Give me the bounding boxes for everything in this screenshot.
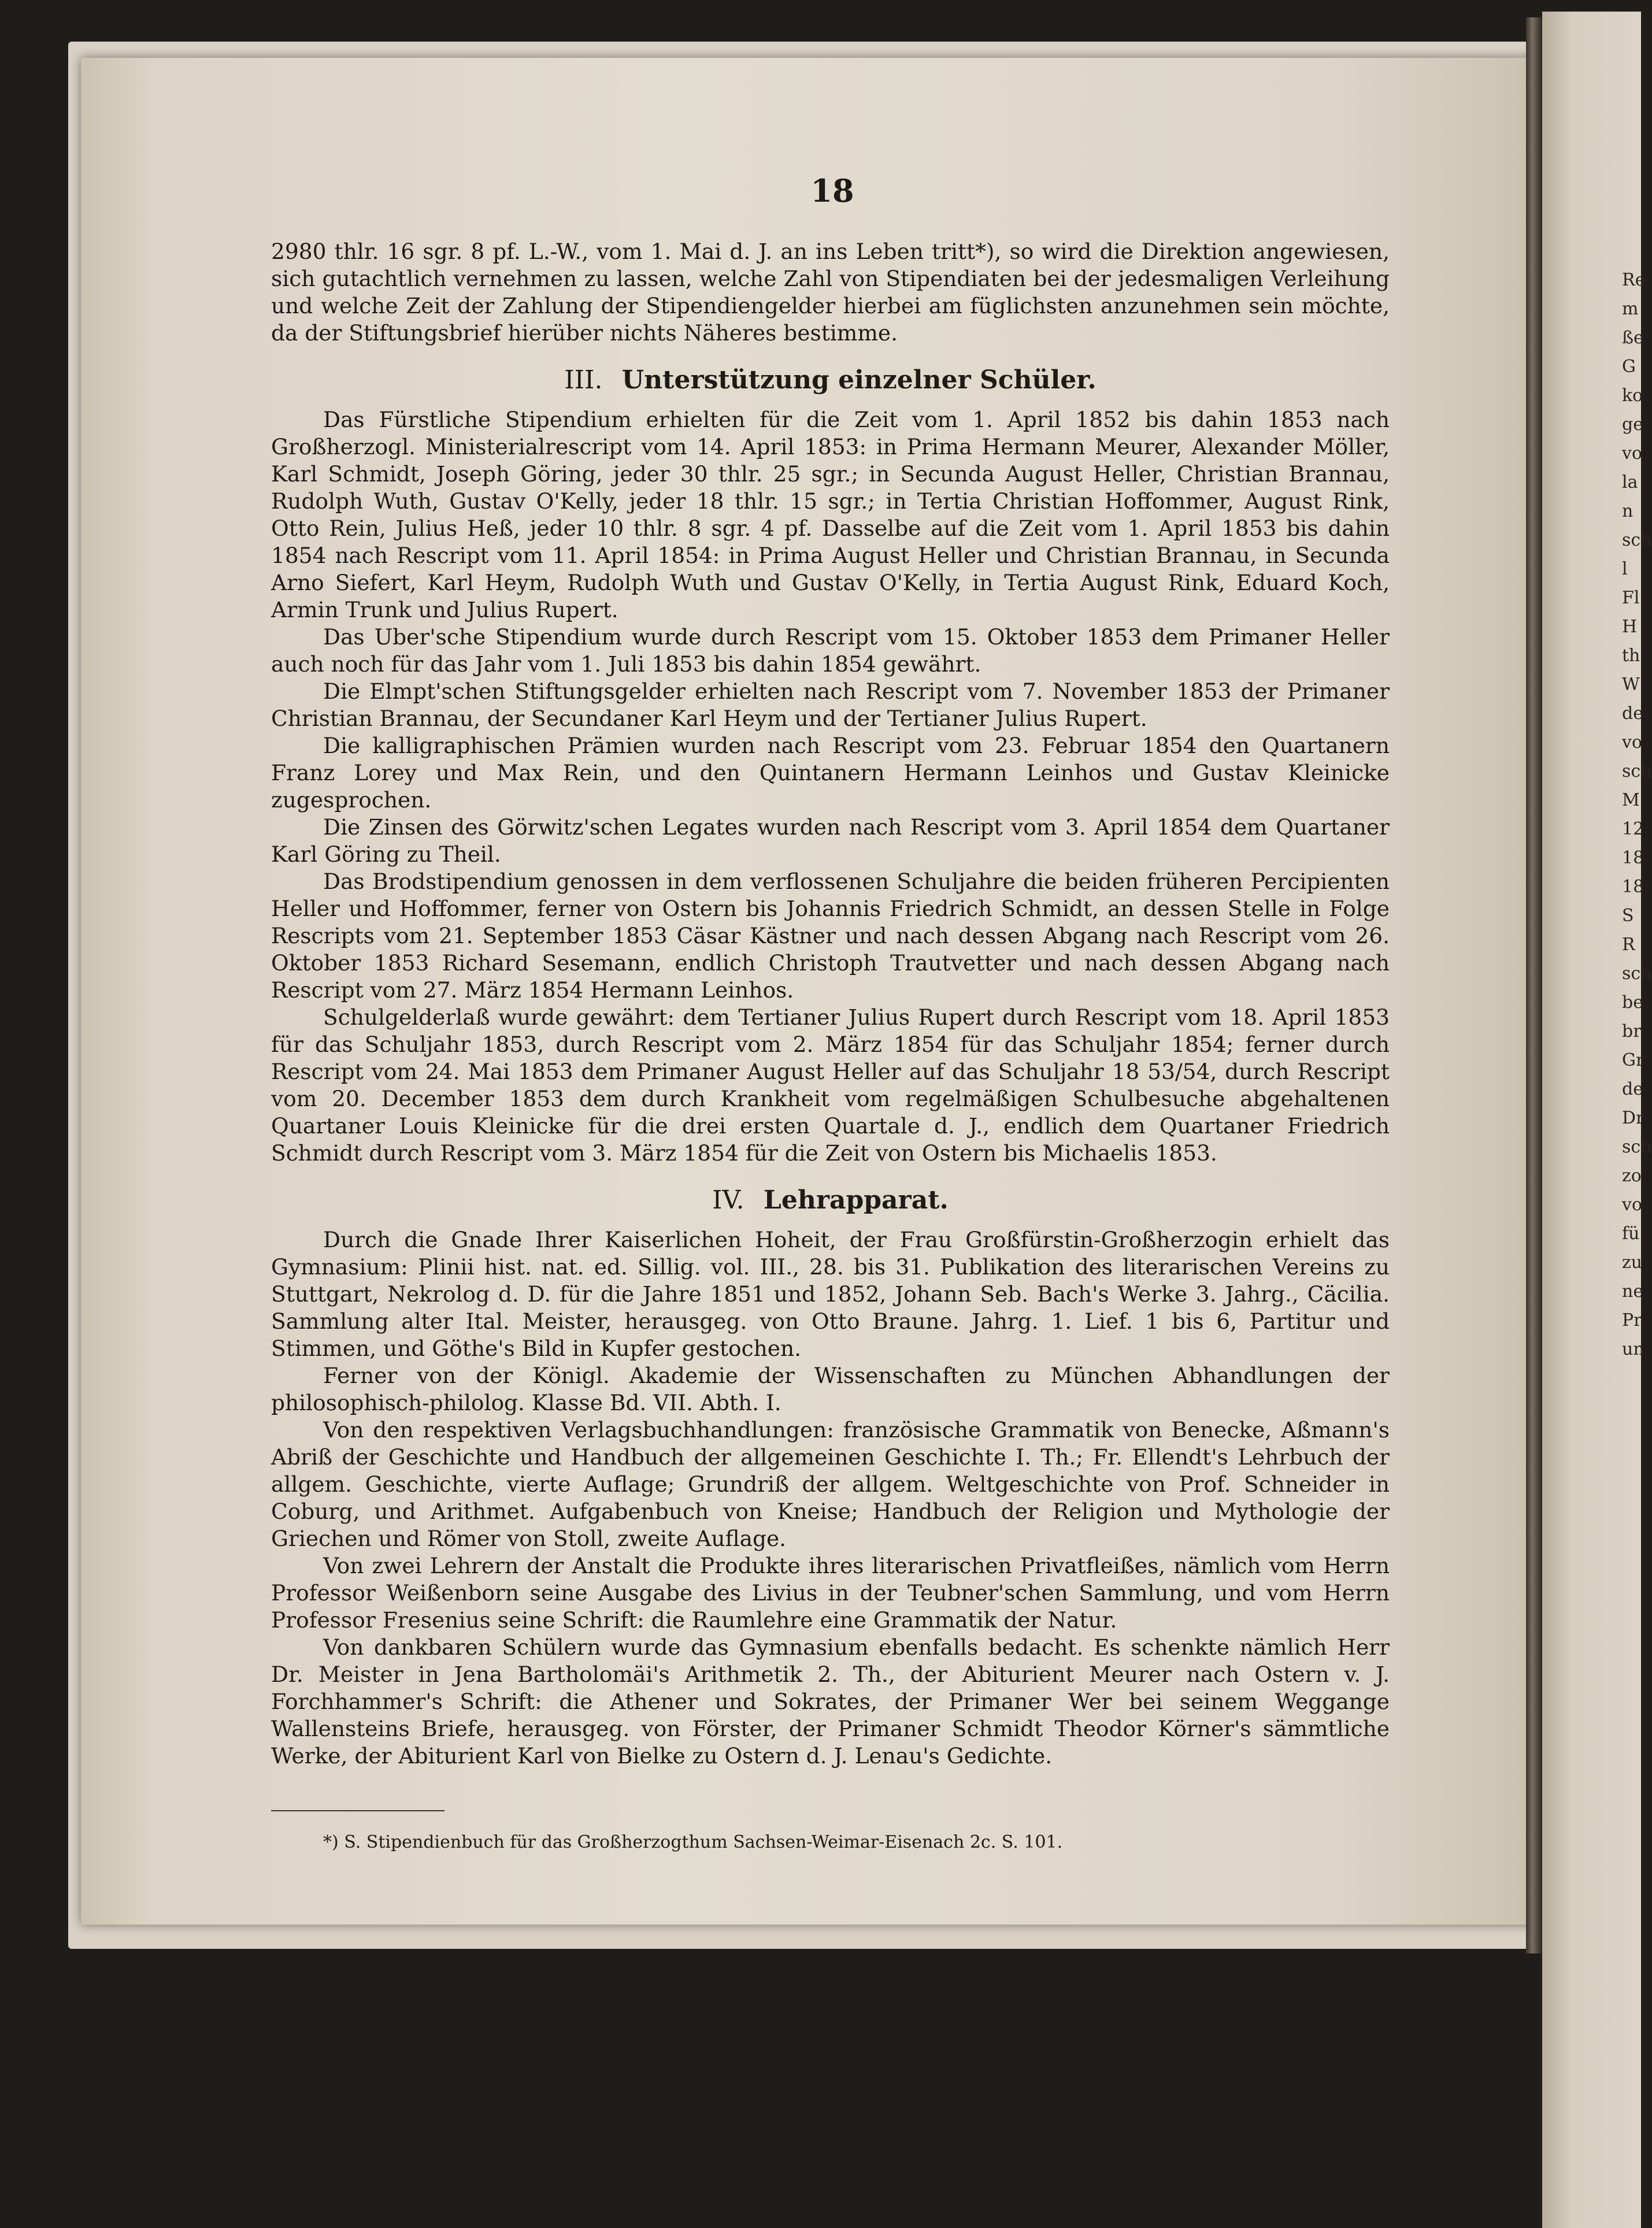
next-page-fragment: sch	[1622, 1137, 1652, 1157]
next-page-fragment: ge	[1622, 414, 1643, 435]
section-3-heading	[271, 366, 1390, 394]
next-page-fragment: 18	[1622, 848, 1644, 868]
next-page-fragment: zu	[1622, 1252, 1643, 1273]
section-4-numeral: IV.	[712, 1185, 744, 1215]
next-page-fragment: zo	[1622, 1166, 1642, 1186]
paragraph: Ferner von der Königl. Akademie der Wissenschaften zu München Abhandlungen der philosophisch-philolog. Klasse Bd. VII. Abth. I.	[271, 1363, 1390, 1415]
next-page-fragment: n	[1622, 501, 1634, 521]
next-page-fragment: vo	[1622, 732, 1643, 752]
footnote: *) S. Stipendienbuch für das Großherzogthum Sachsen-Weimar-Eisenach 2c. S. 101.	[323, 1832, 1063, 1852]
page-content	[271, 173, 1390, 1854]
next-page-fragment: ne	[1622, 1281, 1644, 1302]
next-page-edge	[1542, 12, 1652, 2228]
paragraph: Die Zinsen des Görwitz'schen Legates wurden nach Rescript vom 3. April 1854 dem Quartaner Karl Göring zu Theil.	[271, 814, 1390, 867]
next-page-fragment: Dr	[1622, 1108, 1644, 1128]
paragraph: Durch die Gnade Ihrer Kaiserlichen Hoheit, der Frau Großfürstin-Großherzogin erhielt das Gymnasium: Plinii hist. nat. ed. Sillig. vol. III., 28. bis 31. Publikation des literarischen Vereins zu Stuttgart, Nekrolog d. D. für die Jahre 1851 und 1852, Johann Seb. Bach's Werke 3. Jahrg., Cäcilia. Sammlung alter Ital. Meister, herausgeg. von Otto Braune. Jahrg. 1. Lief. 1 bis 6, Partitur und Stimmen, und Göthe's Bild in Kupfer gestochen.	[271, 1227, 1390, 1361]
next-page-fragment: de	[1622, 1079, 1643, 1099]
next-page-fragment: th	[1622, 646, 1640, 666]
next-page-fragment: W	[1622, 674, 1640, 695]
next-page-fragment: H	[1622, 617, 1638, 637]
paragraph: Die Elmpt'schen Stiftungsgelder erhielten nach Rescript vom 7. November 1853 der Primaner Christian Brannau, der Secundaner Karl Heym und der Tertianer Julius Rupert.	[271, 679, 1390, 731]
next-page-fragment: sch	[1622, 963, 1652, 984]
next-page-fragment: Fl	[1622, 588, 1640, 608]
next-page-fragment: Pr	[1622, 1310, 1642, 1330]
next-page-fragment: fü	[1622, 1224, 1640, 1244]
next-page-fragment: un	[1622, 1339, 1644, 1359]
section-3-body	[271, 406, 1390, 1167]
footnote-rule	[271, 1810, 445, 1811]
paragraph: Das Fürstliche Stipendium erhielten für die Zeit vom 1. April 1852 bis dahin 1853 nach Großherzogl. Ministerialrescript vom 14. April 1853: in Prima Hermann Meurer, Alexander Möller, Karl Schmidt, Joseph Göring, jeder 30 thlr. 25 sgr.; in Secunda August Heller, Christian Brannau, Rudolph Wuth, Gustav O'Kelly, jeder 18 thlr. 15 sgr.; in Tertia Christian Hoffommer, August Rink, Otto Rein, Julius Heß, jeder 10 thlr. 8 sgr. 4 pf. Dasselbe auf die Zeit vom 1. April 1853 bis dahin 1854 nach Rescript vom 11. April 1854: in Prima August Heller und Christian Brannau, in Secunda Arno Siefert, Karl Heym, Rudolph Wuth und Gustav O'Kelly, in Tertia August Rink, Eduard Koch, Armin Trunk und Julius Rupert.	[271, 407, 1390, 622]
next-page-fragment: S	[1622, 906, 1634, 926]
next-page-fragment: ko	[1622, 385, 1643, 406]
next-page-fragment: sch	[1622, 761, 1652, 781]
next-page-fragment: Gr	[1622, 1050, 1644, 1070]
next-page-fragment: 12	[1622, 819, 1644, 839]
section-3-title: Unterstützung einzelner Schüler.	[621, 365, 1097, 395]
next-page-fragment: be	[1622, 992, 1643, 1013]
paragraph: Von den respektiven Verlagsbuchhandlungen: französische Grammatik von Benecke, Aßmann's Abriß der Geschichte und Handbuch der allgemeinen Geschichte I. Th.; Fr. Ellendt's Lehrbuch der allgem. Geschichte, vierte Auflage; Grundriß der allgem. Weltgeschichte von Prof. Schneider in Coburg, und Arithmet. Aufgabenbuch von Kneise; Handbuch der Religion und Mythologie der Griechen und Römer von Stoll, zweite Auflage.	[271, 1417, 1390, 1551]
next-page-fragment: la	[1622, 472, 1638, 492]
next-page-fragment: l	[1622, 559, 1628, 579]
next-page-fragment: R	[1622, 935, 1635, 955]
page-number: 18	[810, 172, 854, 209]
paragraph: Das Brodstipendium genossen in dem verflossenen Schuljahre die beiden früheren Percipienten Heller und Hoffommer, ferner von Ostern bis Johannis Friedrich Schmidt, an dessen Stelle in Folge Rescripts vom 21. September 1853 Cäsar Kästner und nach dessen Abgang nach Rescript vom 26. Oktober 1853 Richard Sesemann, endlich Christoph Trautvetter und nach dessen Abgang nach Rescript vom 27. März 1854 Hermann Leinhos.	[271, 869, 1390, 1003]
next-page-fragment: 18	[1622, 877, 1644, 897]
paragraph: Von zwei Lehrern der Anstalt die Produkte ihres literarischen Privatfleißes, nämlich vom Herrn Professor Weißenborn seine Ausgabe des Livius in der Teubner'schen Sammlung, und vom Herrn Professor Fresenius seine Schrift: die Raumlehre eine Grammatik der Natur.	[271, 1553, 1390, 1633]
next-page-fragment: m	[1622, 299, 1639, 319]
section-4-body	[271, 1226, 1390, 1770]
next-page-fragment: G	[1622, 357, 1636, 377]
paragraph: Schulgelderlaß wurde gewährt: dem Tertianer Julius Rupert durch Rescript vom 18. April 1853 für das Schuljahr 1853, durch Rescript vom 2. März 1854 für das Schuljahr 1854; ferner durch Rescript vom 24. Mai 1853 dem Primaner August Heller auf das Schuljahr 18 53/54, durch Rescript vom 20. December 1853 dem durch Krankheit vom regelmäßigen Schulbesuche abgehaltenen Quartaner Louis Kleinicke für die drei ersten Quartale d. J., endlich dem Quartaner Friedrich Schmidt durch Rescript vom 3. März 1854 für die Zeit von Ostern bis Michaelis 1853.	[271, 1004, 1390, 1166]
next-page-fragment: Re	[1622, 270, 1646, 290]
paragraph: Von dankbaren Schülern wurde das Gymnasium ebenfalls bedacht. Es schenkte nämlich Herr Dr. Meister in Jena Bartholomäi's Arithmetik 2. Th., der Abiturient Meurer nach Ostern v. J. Forchhammer's Schrift: die Athener und Sokrates, der Primaner Wer bei seinem Weggange Wallensteins Briefe, herausgeg. von Förster, der Primaner Schmidt Theodor Körner's sämmtliche Werke, der Abiturient Karl von Bielke zu Ostern d. J. Lenau's Gedichte.	[271, 1634, 1390, 1769]
section-4-title: Lehrapparat.	[763, 1185, 949, 1215]
section-4-heading	[271, 1187, 1390, 1214]
book-gutter	[1526, 17, 1542, 1953]
next-page-fragment: M	[1622, 790, 1640, 810]
paragraph: Die kalligraphischen Prämien wurden nach Rescript vom 23. Februar 1854 den Quartanern Franz Lorey und Max Rein, und den Quintanern Hermann Leinhos und Gustav Kleinicke zugesprochen.	[271, 733, 1390, 813]
intro-paragraph: 2980 thlr. 16 sgr. 8 pf. L.-W., vom 1. Mai d. J. an ins Leben tritt*), so wird die Direktion angewiesen, sich gutachtlich vernehmen zu lassen, welche Zahl von Stipendiaten bei der jedesmaligen Verleihung und welche Zeit der Zahlung der Stipendiengelder hierbei am füglichsten anzunehmen sein möchte, da der Stiftungsbrief hierüber nichts Näheres bestimme.	[271, 239, 1390, 346]
next-page-fragment: de	[1622, 703, 1643, 724]
section-3-numeral: III.	[564, 365, 603, 395]
next-page-fragment: vo	[1622, 1195, 1643, 1215]
next-page-fragment: br	[1622, 1021, 1642, 1041]
next-page-fragment: vo	[1622, 443, 1643, 464]
next-page-fragment: sch	[1622, 530, 1652, 550]
next-page-fragment: ße	[1622, 328, 1644, 348]
paragraph: Das Uber'sche Stipendium wurde durch Rescript vom 15. Oktober 1853 dem Primaner Heller auch noch für das Jahr vom 1. Juli 1853 bis dahin 1854 gewährt.	[271, 624, 1390, 677]
